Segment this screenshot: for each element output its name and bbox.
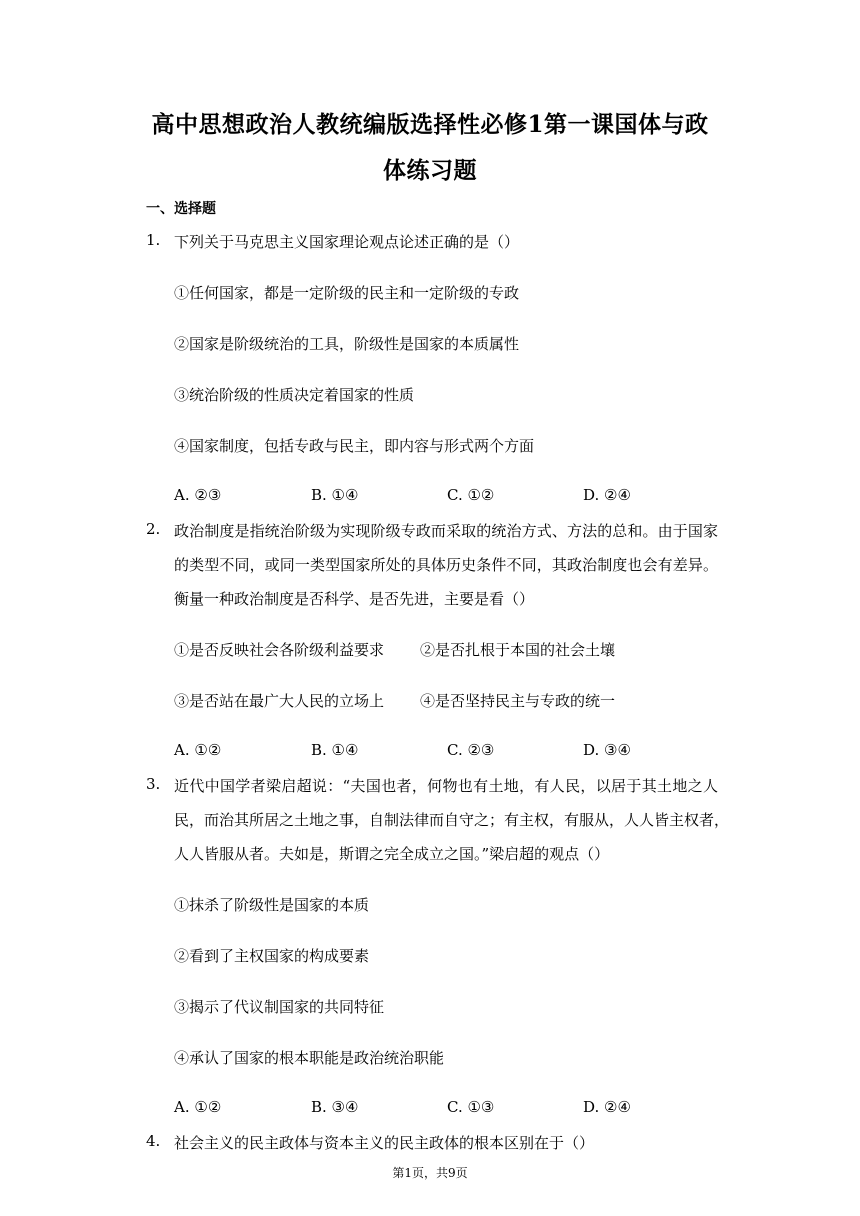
statement-item: ④承认了国家的根本职能是政治统治职能 [174, 1049, 445, 1067]
question-number: 3. [146, 775, 161, 793]
question-stem: 社会主义的民主政体与资本主义的民主政体的根本区别在于（） [174, 1134, 595, 1152]
statement-item: ②是否扎根于本国的社会土壤 [420, 641, 616, 659]
answer-option-d: D. ③④ [583, 741, 631, 759]
statement-item: ①任何国家，都是一定阶级的民主和一定阶级的专政 [174, 284, 520, 302]
question-stem-line: 民，而治其所居之土地之事，自制法律而自守之；有主权，有服从，人人皆主权者， [174, 811, 730, 829]
question-stem-line: 衡量一种政治制度是否科学、是否先进，主要是看（） [174, 590, 535, 608]
question-number: 2. [146, 520, 161, 538]
answer-option-c: C. ①② [447, 486, 495, 504]
question-stem-line: 近代中国学者梁启超说：“夫国也者，何物也有土地，有人民，以居于其土地之人 [174, 777, 718, 795]
answer-option-a: A. ①② [174, 741, 222, 759]
statement-item: ③统治阶级的性质决定着国家的性质 [174, 386, 415, 404]
statement-item: ③是否站在最广大人民的立场上 [174, 692, 385, 710]
answer-option-a: A. ②③ [174, 486, 222, 504]
statement-item: ④国家制度，包括专政与民主，即内容与形式两个方面 [174, 437, 535, 455]
answer-option-c: C. ①③ [447, 1098, 495, 1116]
answer-option-d: D. ②④ [583, 1098, 631, 1116]
document-title-line-2: 体练习题 [383, 157, 477, 184]
section-heading: 一、选择题 [146, 201, 216, 217]
answer-option-a: A. ①② [174, 1098, 222, 1116]
question-stem: 下列关于马克思主义国家理论观点论述正确的是（） [174, 233, 520, 251]
answer-option-b: B. ③④ [311, 1098, 359, 1116]
statement-item: ④是否坚持民主与专政的统一 [420, 692, 616, 710]
question-number: 1. [146, 231, 161, 249]
page-footer: 第1页，共9页 [392, 1166, 468, 1180]
question-stem-line: 政治制度是指统治阶级为实现阶级专政而采取的统治方式、方法的总和。由于国家 [174, 522, 718, 540]
question-number: 4. [146, 1132, 161, 1150]
statement-item: ①是否反映社会各阶级利益要求 [174, 641, 385, 659]
document-title-line-1: 高中思想政治人教统编版选择性必修1第一课国体与政 [151, 111, 709, 138]
statement-item: ②看到了主权国家的构成要素 [174, 947, 370, 965]
question-stem-line: 的类型不同，或同一类型国家所处的具体历史条件不同，其政治制度也会有差异。 [174, 556, 718, 574]
question-stem-line: 人人皆服从者。夫如是，斯谓之完全成立之国。”梁启超的观点（） [174, 845, 610, 863]
statement-item: ③揭示了代议制国家的共同特征 [174, 998, 385, 1016]
answer-option-c: C. ②③ [447, 741, 495, 759]
answer-option-b: B. ①④ [311, 486, 359, 504]
answer-option-b: B. ①④ [311, 741, 359, 759]
statement-item: ②国家是阶级统治的工具，阶级性是国家的本质属性 [174, 335, 520, 353]
statement-item: ①抹杀了阶级性是国家的本质 [174, 896, 370, 914]
answer-option-d: D. ②④ [583, 486, 631, 504]
